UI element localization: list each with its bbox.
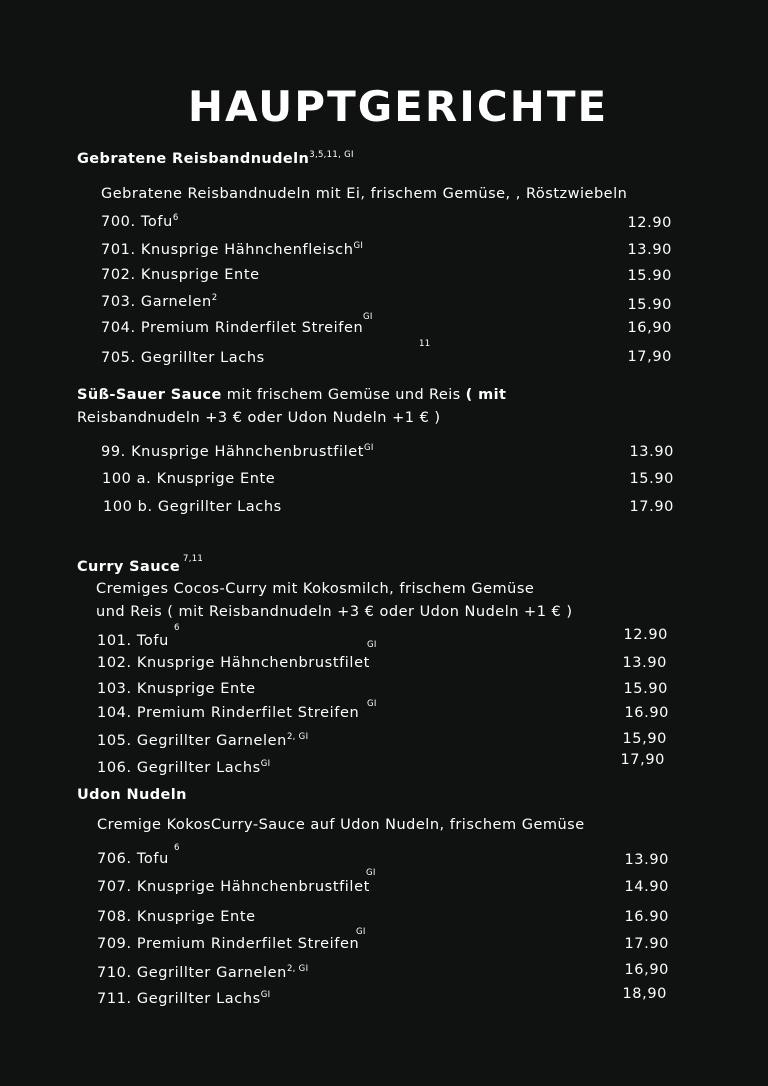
menu-item (97, 990, 270, 1007)
menu-item-label: 706. Tofu (97, 851, 169, 867)
menu-item-price: 12.90 (627, 215, 672, 231)
page-title: HAUPTGERICHTE (187, 82, 609, 131)
menu-item-price: 13.90 (629, 444, 674, 460)
menu-item-label: 102. Knusprige Hähnchenbrustfilet (97, 655, 370, 671)
menu-item (101, 443, 374, 460)
menu-item (97, 681, 256, 697)
menu-item-price: 15.90 (623, 681, 668, 697)
menu-item-price: 16,90 (624, 962, 669, 978)
allergen-superscript: 6 (172, 213, 179, 223)
allergen-superscript: GI (353, 241, 364, 251)
section-description: Cremiges Cocos-Curry mit Kokosmilch, frischem Gemüse (96, 581, 535, 597)
section-heading-suess-sauer: Süß-Sauer Sauce mit frischem Gemüse und Reis ( mit (77, 387, 507, 403)
menu-item (103, 499, 282, 515)
menu-item-label: 703. Garnelen (101, 293, 212, 310)
allergen-superscript: GI (363, 312, 373, 322)
menu-item (97, 655, 370, 671)
menu-item (97, 879, 370, 895)
allergen-superscript: 11 (419, 339, 431, 349)
menu-item (97, 705, 359, 721)
menu-item-label: 707. Knusprige Hähnchenbrustfilet (97, 879, 370, 895)
menu-item-price: 14.90 (624, 879, 669, 895)
menu-item-price: 16,90 (627, 320, 672, 336)
menu-item-label: 103. Knusprige Ente (97, 681, 256, 697)
menu-item-label: 708. Knusprige Ente (97, 909, 256, 925)
menu-item-label: 711. Gegrillter Lachs (97, 990, 261, 1007)
allergen-superscript: GI (260, 759, 271, 769)
allergen-superscript: 6 (174, 843, 180, 853)
menu-item-price: 16.90 (624, 705, 669, 721)
menu-item-label: 106. Gegrillter Lachs (97, 759, 261, 776)
section-description: Reisbandnudeln +3 € oder Udon Nudeln +1 € ) (77, 410, 441, 426)
allergen-superscript: GI (356, 927, 366, 937)
menu-item-price: 15.90 (627, 297, 672, 313)
menu-item-price: 15,90 (622, 731, 667, 747)
allergen-superscript: GI (366, 868, 376, 878)
allergen-superscript: GI (260, 990, 271, 1000)
section-description: und Reis ( mit Reisbandnudeln +3 € oder Udon Nudeln +1 € ) (96, 604, 573, 620)
section-heading-curry (77, 559, 180, 575)
menu-item (101, 320, 363, 336)
menu-item (102, 471, 275, 487)
menu-item (101, 213, 179, 230)
menu-item-label: 701. Knusprige Hähnchenfleisch (101, 241, 354, 258)
menu-item-label: 704. Premium Rinderfilet Streifen (101, 320, 364, 336)
menu-item-label: 100 a. Knusprige Ente (102, 471, 276, 487)
menu-item-price: 17.90 (624, 936, 669, 952)
allergen-superscript: 6 (174, 623, 180, 633)
menu-item-label: 702. Knusprige Ente (101, 267, 260, 283)
menu-item-label: 101. Tofu (97, 633, 169, 649)
allergen-superscript: GI (367, 640, 377, 650)
menu-item-label: 99. Knusprige Hähnchenbrustfilet (101, 443, 365, 460)
menu-item-price: 13.90 (627, 242, 672, 258)
section-heading-udon (77, 787, 187, 803)
menu-item (97, 759, 270, 776)
menu-item (97, 964, 308, 981)
menu-item-label: 709. Premium Rinderfilet Streifen (97, 936, 360, 952)
menu-item-label: 700. Tofu (101, 213, 173, 230)
menu-item-price: 15.90 (629, 471, 674, 487)
menu-item (101, 293, 218, 310)
section-name: Süß-Sauer Sauce (77, 387, 222, 403)
menu-item-price: 17,90 (627, 349, 672, 365)
menu-item (101, 241, 363, 258)
menu-item (97, 633, 169, 649)
menu-item-price: 15.90 (627, 268, 672, 284)
section-heading-reisbandnudeln (77, 150, 354, 167)
allergen-superscript: 2, GI (286, 964, 309, 974)
section-description: Cremige KokosCurry-Sauce auf Udon Nudeln, frischem Gemüse (97, 817, 585, 833)
menu-item-label: 104. Premium Rinderfilet Streifen (97, 705, 360, 721)
menu-item-price: 17.90 (629, 499, 674, 515)
section-name: Gebratene Reisbandnudeln (77, 150, 310, 167)
menu-item (97, 909, 256, 925)
menu-item (97, 936, 359, 952)
menu-item-price: 16.90 (624, 909, 669, 925)
allergen-superscript: GI (367, 699, 377, 709)
section-name: Curry Sauce (77, 559, 181, 575)
menu-item-price: 13.90 (622, 655, 667, 671)
menu-item-label: 705. Gegrillter Lachs (101, 350, 265, 366)
menu-item (97, 732, 308, 749)
allergen-superscript: 3,5,11, GI (309, 150, 354, 160)
section-name: Udon Nudeln (77, 787, 187, 803)
allergen-superscript: 2 (211, 293, 218, 303)
menu-item-price: 17,90 (620, 752, 665, 768)
menu-item (97, 851, 169, 867)
allergen-superscript: GI (364, 443, 374, 453)
menu-item-price: 12.90 (623, 627, 668, 643)
allergen-superscript: 7,11 (183, 554, 204, 564)
menu-item-price: 13.90 (624, 852, 669, 868)
menu-item-label: 105. Gegrillter Garnelen (97, 732, 287, 749)
menu-item (101, 350, 265, 366)
menu-item-label: 100 b. Gegrillter Lachs (103, 499, 282, 515)
menu-item (101, 267, 260, 283)
allergen-superscript: 2, GI (286, 732, 309, 742)
section-description: Gebratene Reisbandnudeln mit Ei, frischem Gemüse, , Röstzwiebeln (101, 186, 628, 202)
menu-item-price: 18,90 (622, 986, 667, 1002)
menu-item-label: 710. Gegrillter Garnelen (97, 964, 287, 981)
